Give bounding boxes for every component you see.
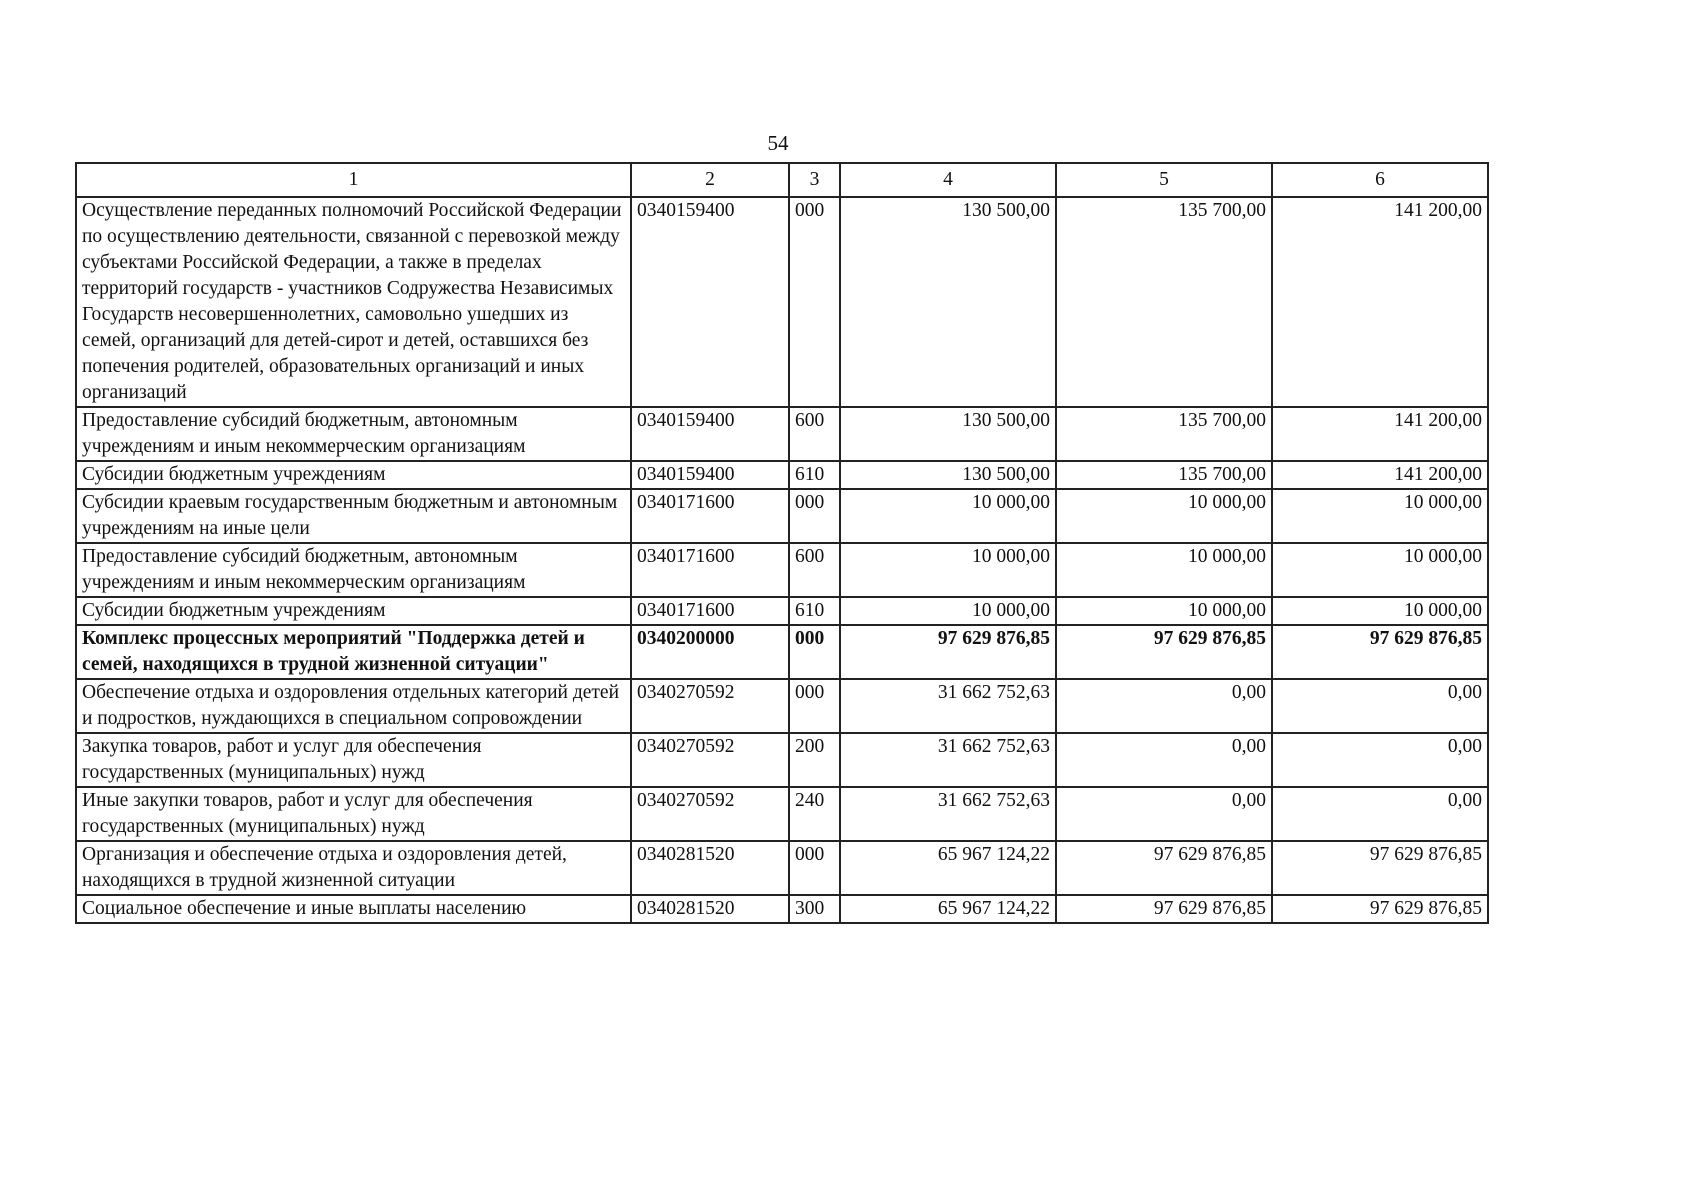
row-amount-col5-cell: 97 629 876,85 bbox=[1056, 895, 1272, 923]
row-name-cell: Социальное обеспечение и иные выплаты населению bbox=[76, 895, 631, 923]
table-body bbox=[76, 197, 1488, 923]
table-row bbox=[76, 787, 1488, 841]
header-cell: 5 bbox=[1056, 163, 1272, 197]
row-amount-col4-cell: 130 500,00 bbox=[840, 407, 1056, 461]
row-amount-col6-cell: 141 200,00 bbox=[1272, 407, 1488, 461]
row-csr-code-cell: 0340281520 bbox=[631, 841, 789, 895]
table-row bbox=[76, 197, 1488, 407]
row-csr-code-cell: 0340171600 bbox=[631, 543, 789, 597]
table-row bbox=[76, 841, 1488, 895]
row-amount-col4-cell: 10 000,00 bbox=[840, 543, 1056, 597]
row-expense-type-cell: 600 bbox=[789, 407, 840, 461]
row-amount-col4-cell: 10 000,00 bbox=[840, 597, 1056, 625]
row-csr-code-cell: 0340270592 bbox=[631, 679, 789, 733]
row-csr-code-cell: 0340200000 bbox=[631, 625, 789, 679]
header-cell: 6 bbox=[1272, 163, 1488, 197]
table-row bbox=[76, 461, 1488, 489]
header-cell: 2 bbox=[631, 163, 789, 197]
row-name-cell: Субсидии бюджетным учреждениям bbox=[76, 461, 631, 489]
row-amount-col4-cell: 10 000,00 bbox=[840, 489, 1056, 543]
row-amount-col5-cell: 97 629 876,85 bbox=[1056, 625, 1272, 679]
row-name-cell: Обеспечение отдыха и оздоровления отдельных категорий детей и подростков, нуждающихся в специальном сопровождении bbox=[76, 679, 631, 733]
page-number: 54 bbox=[767, 131, 789, 155]
row-amount-col4-cell: 130 500,00 bbox=[840, 461, 1056, 489]
row-amount-col6-cell: 0,00 bbox=[1272, 787, 1488, 841]
table-row bbox=[76, 625, 1488, 679]
row-csr-code-cell: 0340159400 bbox=[631, 461, 789, 489]
row-amount-col5-cell: 0,00 bbox=[1056, 787, 1272, 841]
table-row bbox=[76, 679, 1488, 733]
row-amount-col4-cell: 31 662 752,63 bbox=[840, 679, 1056, 733]
row-amount-col5-cell: 10 000,00 bbox=[1056, 543, 1272, 597]
row-expense-type-cell: 000 bbox=[789, 197, 840, 407]
budget-table bbox=[75, 162, 1489, 924]
row-amount-col5-cell: 0,00 bbox=[1056, 733, 1272, 787]
row-amount-col5-cell: 135 700,00 bbox=[1056, 407, 1272, 461]
row-amount-col4-cell: 97 629 876,85 bbox=[840, 625, 1056, 679]
row-expense-type-cell: 300 bbox=[789, 895, 840, 923]
row-amount-col6-cell: 97 629 876,85 bbox=[1272, 625, 1488, 679]
row-csr-code-cell: 0340159400 bbox=[631, 407, 789, 461]
row-amount-col5-cell: 10 000,00 bbox=[1056, 597, 1272, 625]
row-amount-col6-cell: 0,00 bbox=[1272, 733, 1488, 787]
row-csr-code-cell: 0340270592 bbox=[631, 787, 789, 841]
header-cell: 3 bbox=[789, 163, 840, 197]
row-csr-code-cell: 0340171600 bbox=[631, 597, 789, 625]
row-name-cell: Субсидии бюджетным учреждениям bbox=[76, 597, 631, 625]
row-name-cell: Осуществление переданных полномочий Российской Федерации по осуществлению деятельности, связанной с перевозкой между субъектами Российской Федерации, а также в пределах территорий государств - участников Содружества Независимых Государств несовершеннолетних, самовольно ушедших из семей, организаций для детей-сирот и детей, оставшихся без попечения родителей, образовательных организаций и иных организаций bbox=[76, 197, 631, 407]
row-amount-col4-cell: 31 662 752,63 bbox=[840, 787, 1056, 841]
row-csr-code-cell: 0340159400 bbox=[631, 197, 789, 407]
row-amount-col4-cell: 130 500,00 bbox=[840, 197, 1056, 407]
row-csr-code-cell: 0340281520 bbox=[631, 895, 789, 923]
row-name-cell: Предоставление субсидий бюджетным, автономным учреждениям и иным некоммерческим организациям bbox=[76, 543, 631, 597]
row-expense-type-cell: 200 bbox=[789, 733, 840, 787]
row-expense-type-cell: 000 bbox=[789, 489, 840, 543]
table-row bbox=[76, 895, 1488, 923]
row-expense-type-cell: 240 bbox=[789, 787, 840, 841]
row-amount-col4-cell: 65 967 124,22 bbox=[840, 895, 1056, 923]
row-expense-type-cell: 000 bbox=[789, 679, 840, 733]
row-expense-type-cell: 000 bbox=[789, 841, 840, 895]
row-amount-col6-cell: 141 200,00 bbox=[1272, 197, 1488, 407]
row-name-cell: Субсидии краевым государственным бюджетным и автономным учреждениям на иные цели bbox=[76, 489, 631, 543]
row-name-cell: Комплекс процессных мероприятий "Поддержка детей и семей, находящихся в трудной жизненной ситуации" bbox=[76, 625, 631, 679]
row-amount-col5-cell: 10 000,00 bbox=[1056, 489, 1272, 543]
row-expense-type-cell: 000 bbox=[789, 625, 840, 679]
row-expense-type-cell: 600 bbox=[789, 543, 840, 597]
row-csr-code-cell: 0340270592 bbox=[631, 733, 789, 787]
row-amount-col5-cell: 0,00 bbox=[1056, 679, 1272, 733]
row-amount-col6-cell: 10 000,00 bbox=[1272, 543, 1488, 597]
row-amount-col4-cell: 65 967 124,22 bbox=[840, 841, 1056, 895]
row-amount-col6-cell: 0,00 bbox=[1272, 679, 1488, 733]
row-name-cell: Иные закупки товаров, работ и услуг для обеспечения государственных (муниципальных) нужд bbox=[76, 787, 631, 841]
row-name-cell: Закупка товаров, работ и услуг для обеспечения государственных (муниципальных) нужд bbox=[76, 733, 631, 787]
table-row bbox=[76, 489, 1488, 543]
row-amount-col5-cell: 135 700,00 bbox=[1056, 461, 1272, 489]
header-cell: 4 bbox=[840, 163, 1056, 197]
table-row bbox=[76, 597, 1488, 625]
header-cell: 1 bbox=[76, 163, 631, 197]
table-header-row bbox=[76, 163, 1488, 197]
row-amount-col4-cell: 31 662 752,63 bbox=[840, 733, 1056, 787]
row-csr-code-cell: 0340171600 bbox=[631, 489, 789, 543]
row-amount-col5-cell: 97 629 876,85 bbox=[1056, 841, 1272, 895]
row-amount-col6-cell: 97 629 876,85 bbox=[1272, 895, 1488, 923]
row-amount-col6-cell: 141 200,00 bbox=[1272, 461, 1488, 489]
row-amount-col6-cell: 10 000,00 bbox=[1272, 597, 1488, 625]
table-row bbox=[76, 407, 1488, 461]
row-name-cell: Предоставление субсидий бюджетным, автономным учреждениям и иным некоммерческим организациям bbox=[76, 407, 631, 461]
row-expense-type-cell: 610 bbox=[789, 597, 840, 625]
row-expense-type-cell: 610 bbox=[789, 461, 840, 489]
table-row bbox=[76, 543, 1488, 597]
row-name-cell: Организация и обеспечение отдыха и оздоровления детей, находящихся в трудной жизненной ситуации bbox=[76, 841, 631, 895]
row-amount-col6-cell: 97 629 876,85 bbox=[1272, 841, 1488, 895]
table-row bbox=[76, 733, 1488, 787]
row-amount-col6-cell: 10 000,00 bbox=[1272, 489, 1488, 543]
row-amount-col5-cell: 135 700,00 bbox=[1056, 197, 1272, 407]
